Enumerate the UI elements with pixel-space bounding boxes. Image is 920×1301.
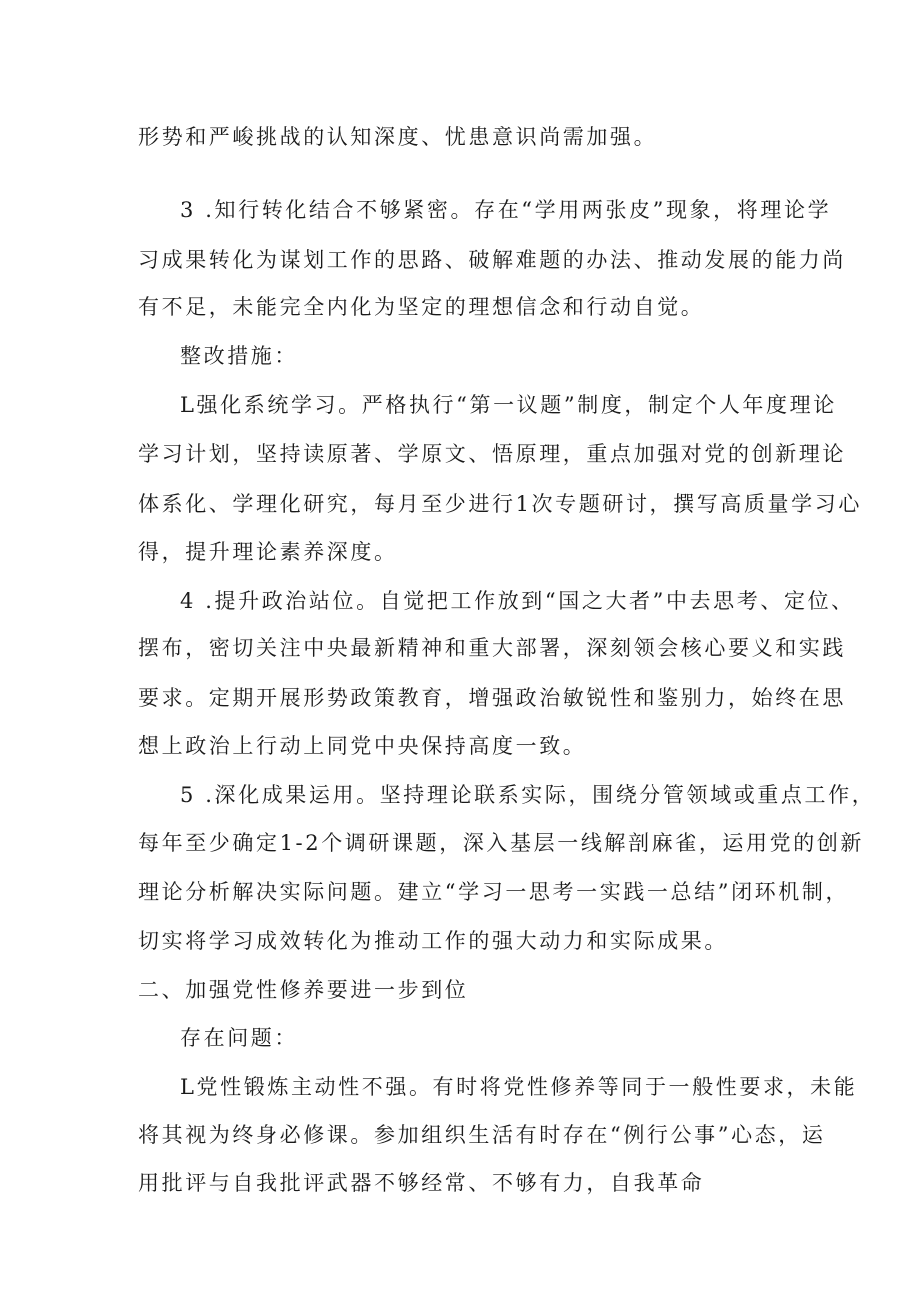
text-line-13: 想上政治上行动上同党中央保持高度一致。 xyxy=(138,734,587,758)
text-line-10: 4 .提升政治站位。自觉把工作放到“国之大者”中去思考、定位、 xyxy=(180,589,855,613)
text-line-20: L党性锻炼主动性不强。有时将党性修养等同于一般性要求，未能 xyxy=(180,1075,858,1099)
text-line-9: 得，提升理论素养深度。 xyxy=(138,540,398,564)
text-line-1: 形势和严峻挑战的认知深度、忧患意识尚需加强。 xyxy=(138,125,658,149)
text-line-12: 要求。定期开展形势政策教育，增强政治敏锐性和鉴别力，始终在思 xyxy=(138,686,846,710)
text-line-14: 5 .深化成果运用。坚持理论联系实际，围绕分管领域或重点工作， xyxy=(180,783,876,807)
text-line-8: 体系化、学理化研究，每月至少进行1次专题研讨，撰写高质量学习心 xyxy=(138,492,862,516)
text-line-2: 3 .知行转化结合不够紧密。存在“学用两张皮”现象，将理论学 xyxy=(180,198,832,222)
section-heading-measures: 整改措施： xyxy=(180,344,298,368)
text-line-3: 习成果转化为谋划工作的思路、破解难题的办法、推动发展的能力尚 xyxy=(138,248,846,272)
text-line-16: 理论分析解决实际问题。建立“学习一思考一实践一总结”闭环机制， xyxy=(138,880,850,904)
text-line-11: 摆布，密切关注中央最新精神和重大部署，深刻领会核心要义和实践 xyxy=(138,636,846,660)
text-line-4: 有不足，未能完全内化为坚定的理想信念和行动自觉。 xyxy=(138,295,705,319)
text-line-17: 切实将学习成效转化为推动工作的强大动力和实际成果。 xyxy=(138,929,728,953)
text-line-7: 学习计划，坚持读原著、学原文、悟原理，重点加强对党的创新理论 xyxy=(138,442,846,466)
section-heading-party-spirit: 二、加强党性修养要进一步到位 xyxy=(138,978,469,1002)
text-line-22: 用批评与自我批评武器不够经常、不够有力，自我革命 xyxy=(138,1171,705,1195)
text-line-15: 每年至少确定1-2个调研课题，深入基层一线解剖麻雀，运用党的创新 xyxy=(138,831,865,855)
subsection-heading-problems: 存在问题： xyxy=(180,1026,298,1050)
text-line-21: 将其视为终身必修课。参加组织生活有时存在“例行公事”心态，运 xyxy=(138,1123,826,1147)
text-line-6: L强化系统学习。严格执行“第一议题”制度，制定个人年度理论 xyxy=(180,393,837,417)
